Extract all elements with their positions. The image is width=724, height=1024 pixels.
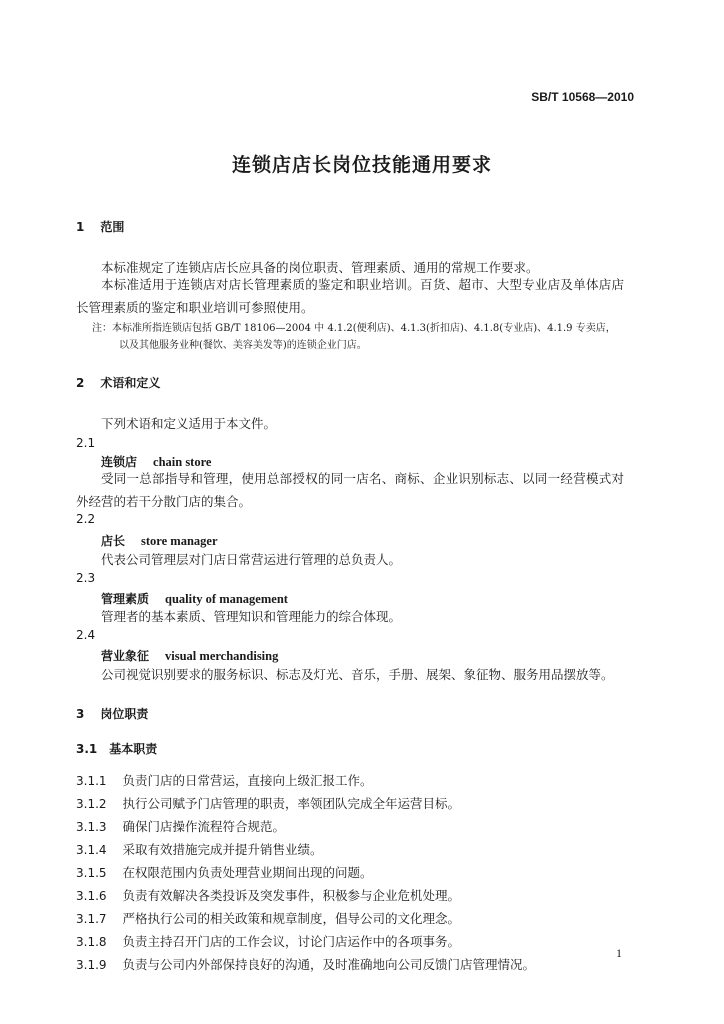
section-2-heading [76, 374, 160, 391]
term-number: 2.3 [76, 571, 96, 585]
scope-paragraph-1: 本标准规定了连锁店店长应具备的岗位职责、管理素质、通用的常规工作要求。 [101, 260, 539, 275]
duty-text: 采取有效措施完成并提升销售业绩。 [122, 842, 323, 857]
term-number: 2.4 [76, 628, 96, 642]
term-cn: 营业象征 [101, 649, 150, 663]
section-number: 1 [76, 220, 85, 234]
subsection-3-1-heading [76, 740, 157, 757]
duty-number: 3.1.3 [76, 820, 107, 834]
duty-item [76, 816, 285, 835]
duty-item [76, 931, 460, 950]
term-en: store manager [141, 534, 218, 548]
scope-note-line-1: 注：本标准所指连锁店包括 GB/T 18106—2004 中 4.1.2(便利店)、4.1.3(折扣店)、4.1.8(专业店)、4.1.9 专卖店， [92, 323, 616, 334]
term-number: 2.2 [76, 512, 96, 526]
term-entry [101, 645, 278, 664]
term-definition: 公司视觉识别要求的服务标识、标志及灯光、音乐，手册、展架、象征物、服务用品摆放等。 [101, 667, 614, 682]
term-number: 2.1 [76, 436, 96, 450]
section-number: 2 [76, 376, 85, 390]
duty-number: 3.1.8 [76, 935, 107, 949]
duty-text: 负责主持召开门店的工作会议，讨论门店运作中的各项事务。 [122, 934, 461, 949]
scope-paragraph-2: 本标准适用于连锁店对店长管理素质的鉴定和职业培训。百货、超市、大型专业店及单体店店长管理素质的鉴定和职业培训可参照使用。 [76, 277, 624, 315]
term-en: chain store [153, 455, 212, 469]
duty-text: 负责有效解决各类投诉及突发事件，积极参与企业危机处理。 [122, 888, 461, 903]
terms-intro: 下列术语和定义适用于本文件。 [101, 416, 277, 431]
duty-item [76, 770, 373, 789]
term-entry [101, 530, 218, 549]
duty-number: 3.1.9 [76, 958, 107, 972]
duty-text: 负责门店的日常营运，直接向上级汇报工作。 [122, 773, 373, 788]
duty-item [76, 793, 460, 812]
duty-item [76, 954, 535, 973]
term-en: visual merchandising [165, 649, 279, 663]
scope-note-line-2: 以及其他服务业种(餐饮、美容美发等)的连锁企业门店。 [119, 340, 367, 351]
duty-text: 负责与公司内外部保持良好的沟通，及时准确地向公司反馈门店管理情况。 [122, 957, 536, 972]
term-definition: 管理者的基本素质、管理知识和管理能力的综合体现。 [101, 609, 402, 624]
term-definition: 受同一总部指导和管理，使用总部授权的同一店名、商标、企业识别标志、以同一经营模式对外经营的若干分散门店的集合。 [76, 471, 624, 509]
section-1-heading [76, 218, 124, 235]
duty-number: 3.1.4 [76, 843, 107, 857]
duty-item [76, 908, 460, 927]
duty-number: 3.1.6 [76, 889, 107, 903]
duty-number: 3.1.1 [76, 774, 107, 788]
term-cn: 店长 [101, 534, 126, 548]
subsection-title: 基本职责 [109, 742, 158, 756]
duty-number: 3.1.2 [76, 797, 107, 811]
term-cn: 连锁店 [101, 455, 138, 469]
section-number: 3 [76, 707, 85, 721]
duty-number: 3.1.7 [76, 912, 107, 926]
duty-item [76, 885, 460, 904]
duty-item [76, 839, 323, 858]
section-title: 术语和定义 [100, 376, 161, 390]
subsection-number: 3.1 [76, 742, 98, 756]
section-title: 岗位职责 [100, 707, 149, 721]
duty-number: 3.1.5 [76, 866, 107, 880]
term-definition: 代表公司管理层对门店日常营运进行管理的总负责人。 [101, 552, 402, 567]
section-3-heading [76, 705, 148, 722]
document-title: 连锁店店长岗位技能通用要求 [231, 154, 492, 176]
section-title: 范围 [100, 220, 125, 234]
duty-text: 严格执行公司的相关政策和规章制度，倡导公司的文化理念。 [122, 911, 461, 926]
term-entry [101, 588, 288, 607]
duty-text: 在权限范围内负责处理营业期间出现的问题。 [122, 865, 373, 880]
term-cn: 管理素质 [101, 592, 150, 606]
standard-number: SB/T 10568—2010 [531, 90, 634, 104]
page-number: 1 [616, 946, 622, 960]
duty-text: 执行公司赋予门店管理的职责，率领团队完成全年运营目标。 [122, 796, 461, 811]
duty-text: 确保门店操作流程符合规范。 [122, 819, 286, 834]
duty-item [76, 862, 373, 881]
term-en: quality of management [165, 592, 288, 606]
